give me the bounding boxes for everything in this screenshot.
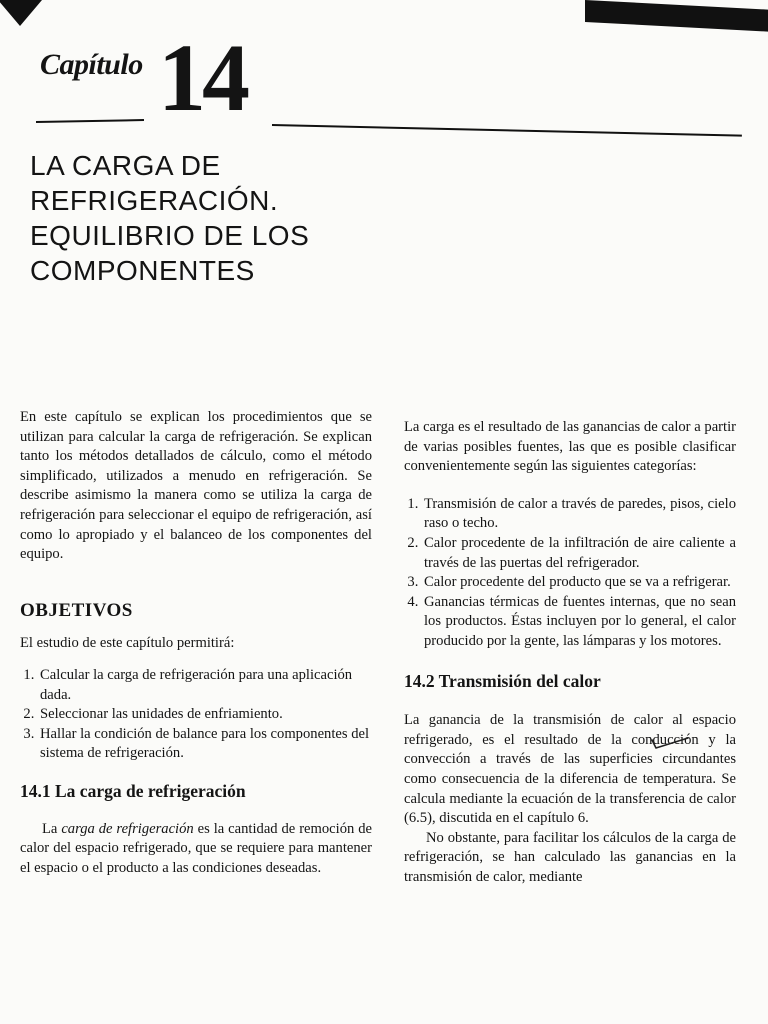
chapter-rule-right <box>272 124 742 137</box>
chapter-word: Capítulo <box>40 48 143 81</box>
title-line: LA CARGA DE <box>30 150 221 181</box>
objetivos-list <box>20 666 372 764</box>
definition-text: es la cantidad de remoción de calor del espacio refrigerado, que se requiere para mantener el espacio o el producto a las condiciones deseadas. <box>20 820 373 876</box>
chapter-rule-left <box>36 119 144 123</box>
top-edge-bar <box>585 0 768 32</box>
handwritten-check-mark <box>650 736 690 750</box>
definition-lead: La <box>42 820 62 837</box>
list-item: 2. Calor procedente de la infiltración de aire caliente a través de las puertas del refrigerador. <box>422 534 736 573</box>
section-14-2-paragraph-1: La ganancia de la transmisión de calor al espacio refrigerado, es el resultado de la conducción y la convección a través de las superficies circundantes como consecuencia de la diferencia de temperatura. Se calcula mediante la ecuación de la transferencia de calor (6.5), discutida en el capítulo 6. <box>404 712 736 827</box>
objetivos-heading: OBJETIVOS <box>20 599 133 621</box>
corner-printer-mark <box>0 0 42 26</box>
objetivos-lead: El estudio de este capítulo permitirá: <box>20 635 235 652</box>
list-item: 1. Calcular la carga de refrigeración para una aplicación dada. <box>38 666 372 705</box>
defined-term: carga de refrigeración <box>61 820 194 837</box>
section-14-2-paragraph-2: No obstante, para facilitar los cálculos de la carga de refrigeración, se han calculado las ganancias en la transmisión de calor, mediante <box>404 829 736 885</box>
title-line: EQUILIBRIO DE LOS <box>30 220 310 251</box>
title-line: REFRIGERACIÓN. <box>30 185 279 216</box>
chapter-number: 14 <box>158 24 246 131</box>
intro-paragraph: En este capítulo se explican los procedimientos que se utilizan para calcular la carga de refrigeración. Se explican tanto los métodos detallados de cálculo, como el método simplificado, utilizados a menudo en refrigeración. Se describe asimismo la manera como se utiliza la carga de refrigeración para seleccionar el equipo de refrigeración, así como lo apropiado y el balanceo de los componentes del equipo. <box>20 409 372 563</box>
list-item: 4. Ganancias térmicas de fuentes internas, que no sean los productos. Éstas incluyen por lo general, el calor producido por la gente, las lámparas y los motores. <box>422 593 736 652</box>
right-column <box>404 418 736 887</box>
list-item: 2. Seleccionar las unidades de enfriamiento. <box>38 705 372 725</box>
section-14-1-paragraph <box>20 820 372 879</box>
left-column <box>20 408 372 878</box>
chapter-title <box>30 148 450 288</box>
list-item: 1. Transmisión de calor a través de paredes, pisos, cielo raso o techo. <box>422 495 736 534</box>
load-sources-list <box>404 495 736 652</box>
section-14-2-heading: 14.2 Transmisión del calor <box>404 670 601 691</box>
section-14-1-heading: 14.1 La carga de refrigeración <box>20 780 246 801</box>
title-line: COMPONENTES <box>30 255 255 286</box>
list-item: 3. Calor procedente del producto que se va a refrigerar. <box>422 573 736 593</box>
list-item: 3. Hallar la condición de balance para los componentes del sistema de refrigeración. <box>38 725 372 764</box>
load-sources-lead: La carga es el resultado de las ganancias de calor a partir de varias posibles fuentes, las que es posible clasificar convenientemente según las siguientes categorías: <box>404 419 736 475</box>
